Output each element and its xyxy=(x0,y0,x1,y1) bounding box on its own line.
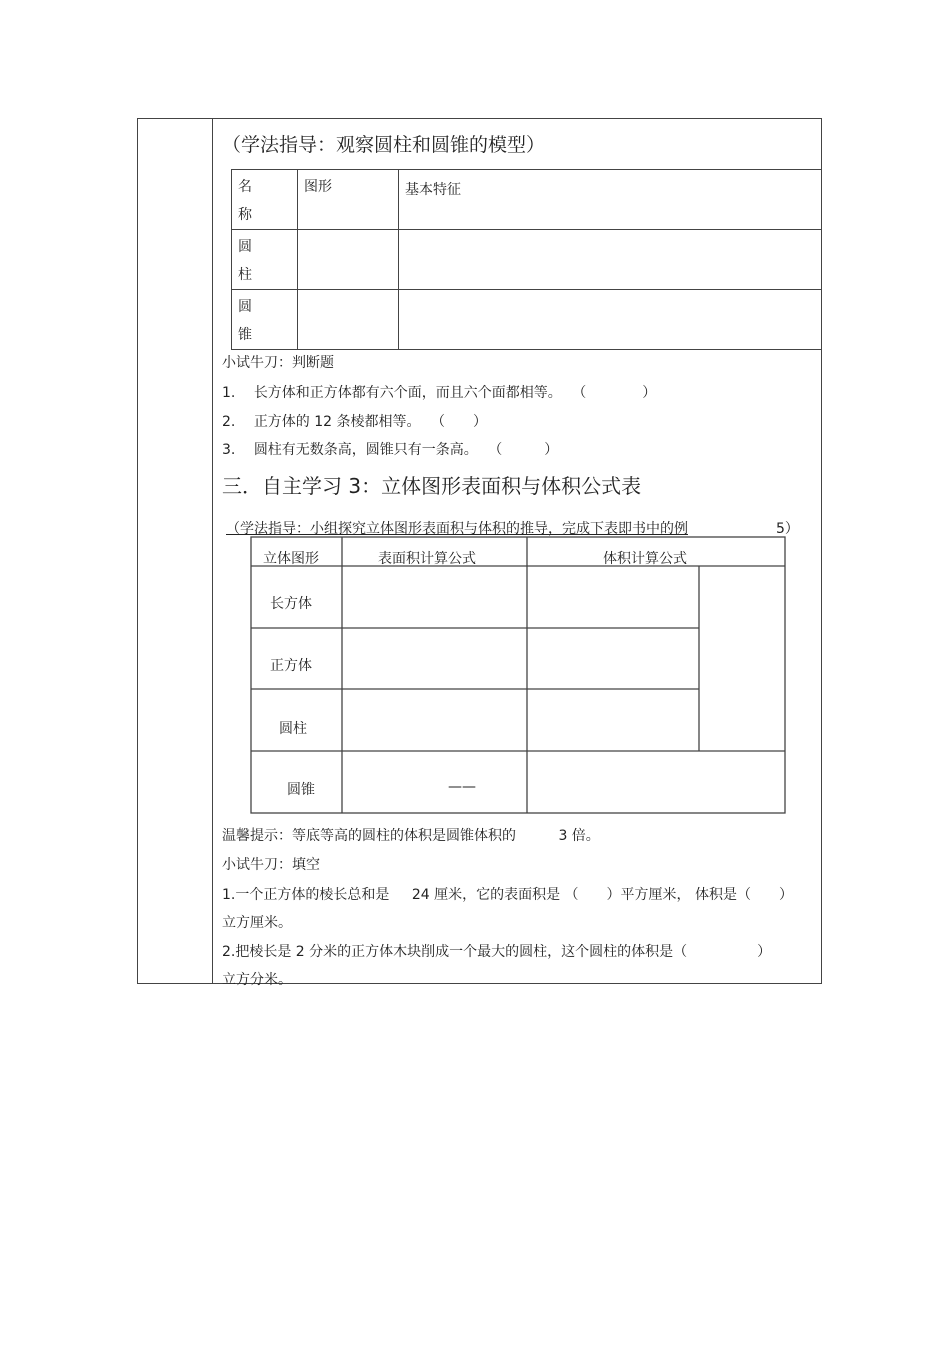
question-1: 1. 长方体和正方体都有六个面，而且六个面都相等。 （ ） xyxy=(222,385,657,401)
table-header-row xyxy=(232,170,822,230)
answer-blank[interactable]: （ ） xyxy=(430,414,487,430)
fill-question-1: 1.一个正方体的棱长总和是 24 厘米，它的表面积是 （ ）平方厘米， 体积是（ ） xyxy=(222,887,793,903)
cone-surface-dash: —— xyxy=(448,779,476,795)
practice-title-judge: 小试牛刀：判断题 xyxy=(222,355,334,371)
left-column-divider xyxy=(212,118,213,984)
table-row xyxy=(232,230,822,290)
cylinder-feature-cell[interactable] xyxy=(399,230,822,290)
warm-tip: 温馨提示：等底等高的圆柱的体积是圆锥体积的 3 倍。 xyxy=(222,828,600,844)
row-cone-label: 圆锥 xyxy=(287,782,315,798)
row-cylinder-label: 圆柱 xyxy=(279,721,307,737)
row-cuboid-label: 长方体 xyxy=(270,596,312,612)
shape-features-table xyxy=(231,169,822,350)
header-shape: 立体图形 xyxy=(263,551,319,567)
answer-blank[interactable]: （ ） xyxy=(572,385,657,401)
practice-title-fill: 小试牛刀：填空 xyxy=(222,857,320,873)
study-guide-formulas: （学法指导：小组探究立体图形表面积与体积的推导，完成下表即书中的例 5） xyxy=(226,521,799,537)
cone-feature-cell[interactable] xyxy=(399,290,822,350)
header-volume: 体积计算公式 xyxy=(603,551,687,567)
cone-figure-cell[interactable] xyxy=(298,290,399,350)
header-figure-cell: 图形 xyxy=(298,170,399,230)
row-cylinder-name: 圆 柱 xyxy=(232,230,298,290)
header-name-cell: 名 称 xyxy=(232,170,298,230)
question-2: 2. 正方体的 12 条棱都相等。 （ ） xyxy=(222,414,487,430)
answer-blank[interactable]: （ ） xyxy=(488,442,559,458)
header-feature-cell: 基本特征 xyxy=(399,170,822,230)
fill-question-2: 2.把棱长是 2 分米的正方体木块削成一个最大的圆柱，这个圆柱的体积是（ ） xyxy=(222,944,772,960)
cylinder-figure-cell[interactable] xyxy=(298,230,399,290)
fill-question-2-cont: 立方分米。 xyxy=(222,972,292,988)
table-row xyxy=(232,290,822,350)
study-guide-models: （学法指导：观察圆柱和圆锥的模型） xyxy=(222,134,546,156)
header-surface: 表面积计算公式 xyxy=(378,551,476,567)
question-3: 3. 圆柱有无数条高，圆锥只有一条高。 （ ） xyxy=(222,442,559,458)
section-3-heading: 三．自主学习 3：立体图形表面积与体积公式表 xyxy=(222,474,642,498)
row-cube-label: 正方体 xyxy=(270,658,312,674)
fill-question-1-cont: 立方厘米。 xyxy=(222,915,292,931)
row-cone-name: 圆 锥 xyxy=(232,290,298,350)
